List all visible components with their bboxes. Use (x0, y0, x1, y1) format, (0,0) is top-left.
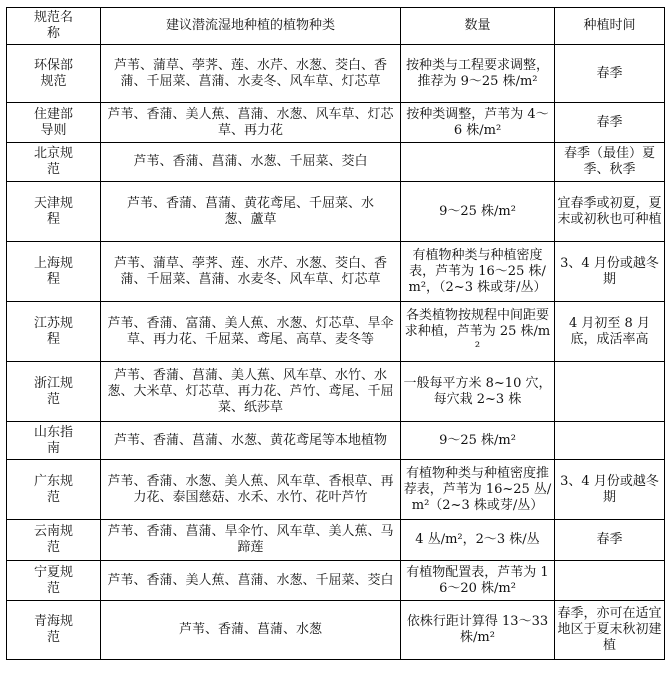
table-row (7, 302, 665, 362)
quantity: 有植物种类与种植密度表，芦苇为 16～25 株/m²，（2~3 株或芽/丛） (401, 242, 555, 302)
quantity: 按种类与工程要求调整，推荐为 9～25 株/m² (401, 45, 555, 103)
planting-time (555, 561, 665, 601)
planting-time: 4 月初至 8 月底，成活率高 (555, 302, 665, 362)
quantity: 按种类调整，芦苇为 4～6 株/m² (401, 103, 555, 143)
planting-time: 3、4 月份或越冬期 (555, 460, 665, 520)
table-row (7, 103, 665, 143)
planting-time (555, 422, 665, 460)
planting-standards-table (6, 7, 665, 660)
table-row (7, 422, 665, 460)
plant-species: 芦苇、香蒲、富蒲、美人蕉、水葱、灯芯草、旱伞草、再力花、千屈菜、鸢尾、高草、麦冬等 (101, 302, 401, 362)
standard-name: 住建部导则 (7, 103, 101, 143)
plant-species: 芦苇、香蒲、菖蒲、水葱、黄花鸢尾等本地植物 (101, 422, 401, 460)
planting-time: 春季 (555, 520, 665, 561)
table-row (7, 460, 665, 520)
plant-species: 芦苇、蒲草、荸荠、莲、水芹、水葱、茭白、香蒲、千屈菜、菖蒲、水麦冬、风车草、灯芯草 (101, 242, 401, 302)
table-row (7, 143, 665, 182)
standard-name: 浙江规范 (7, 362, 101, 422)
plant-species: 芦苇、香蒲、美人蕉、菖蒲、水葱、风车草、灯芯草、再力花 (101, 103, 401, 143)
quantity: 9～25 株/m² (401, 422, 555, 460)
standard-name: 云南规范 (7, 520, 101, 561)
header-quantity: 数量 (401, 8, 555, 45)
header-standard-name: 规范名称 (7, 8, 101, 45)
header-planting-time: 种植时间 (555, 8, 665, 45)
table-row (7, 182, 665, 242)
standard-name: 上海规程 (7, 242, 101, 302)
planting-time (555, 362, 665, 422)
table-row (7, 520, 665, 561)
header-plant-species: 建议潜流湿地种植的植物种类 (101, 8, 401, 45)
table-row (7, 45, 665, 103)
plant-species: 芦苇、香蒲、美人蕉、菖蒲、水葱、千屈菜、茭白 (101, 561, 401, 601)
planting-time: 春季 (555, 45, 665, 103)
header-row (7, 8, 665, 45)
quantity: 有植物配置表，芦苇为 16～20 株/m² (401, 561, 555, 601)
standard-name: 环保部规范 (7, 45, 101, 103)
planting-time: 春季（最佳）夏季、秋季 (555, 143, 665, 182)
planting-time: 3、4 月份或越冬期 (555, 242, 665, 302)
plant-species: 芦苇、香蒲、菖蒲、美人蕉、风车草、水竹、水葱、大米草、灯芯草、再力花、芦竹、鸢尾、千屈菜、纸莎草 (101, 362, 401, 422)
standard-name: 宁夏规范 (7, 561, 101, 601)
standard-name: 北京规范 (7, 143, 101, 182)
quantity: 各类植物按规程中间距要求种植，芦苇为 25 株/m² (401, 302, 555, 362)
quantity: 4 丛/m²，2～3 株/丛 (401, 520, 555, 561)
standard-name: 广东规范 (7, 460, 101, 520)
plant-species: 芦苇、香蒲、水葱、美人蕉、风车草、香根草、再力花、泰国慈菇、水禾、水竹、花叶芦竹 (101, 460, 401, 520)
planting-time: 春季 (555, 103, 665, 143)
quantity: 依株行距计算得 13～33 株/m² (401, 601, 555, 660)
quantity: 一般每平方米 8~10 穴，每穴栽 2~3 株 (401, 362, 555, 422)
table-row (7, 242, 665, 302)
standard-name: 江苏规程 (7, 302, 101, 362)
plant-species: 芦苇、香蒲、菖蒲、黄花鸢尾、千屈菜、水葱、蘆草 (101, 182, 401, 242)
standard-name: 天津规程 (7, 182, 101, 242)
standard-name: 山东指南 (7, 422, 101, 460)
quantity: 有植物种类与种植密度推荐表，芦苇为 16~25 丛/m²（2~3 株或芽/丛） (401, 460, 555, 520)
table-row (7, 362, 665, 422)
planting-time: 宜春季或初夏，夏末或初秋也可种植 (555, 182, 665, 242)
quantity (401, 143, 555, 182)
quantity: 9～25 株/m² (401, 182, 555, 242)
plant-species: 芦苇、香蒲、菖蒲、水葱 (101, 601, 401, 660)
standard-name: 青海规范 (7, 601, 101, 660)
table-row (7, 561, 665, 601)
plant-species: 芦苇、蒲草、荸荠、莲、水芹、水葱、茭白、香蒲、千屈菜、菖蒲、水麦冬、风车草、灯芯草 (101, 45, 401, 103)
planting-time: 春季，亦可在适宜地区于夏末秋初建植 (555, 601, 665, 660)
plant-species: 芦苇、香蒲、菖蒲、水葱、千屈菜、茭白 (101, 143, 401, 182)
table-row (7, 601, 665, 660)
plant-species: 芦苇、香蒲、菖蒲、旱伞竹、风车草、美人蕉、马蹄莲 (101, 520, 401, 561)
